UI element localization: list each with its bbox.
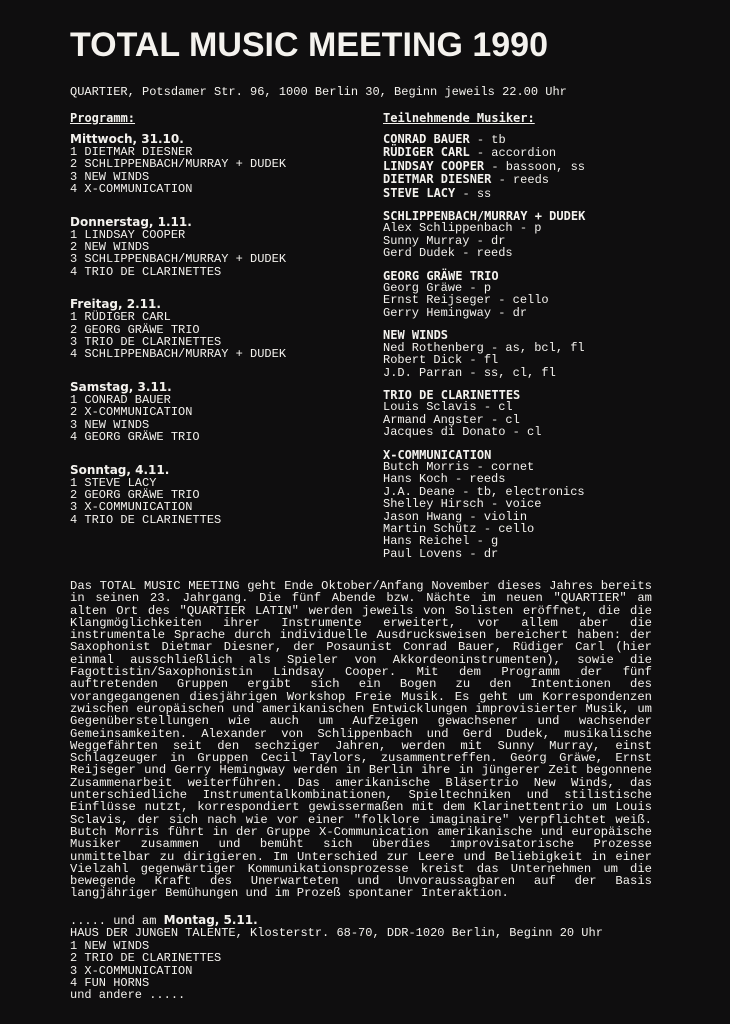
program-heading: Programm: — [70, 111, 136, 125]
program-column — [70, 133, 370, 546]
program-day-date: Donnerstag, 1.11. — [70, 214, 192, 229]
footer-act: 4 FUN HORNS — [70, 976, 150, 991]
program-act: 3 NEW WINDS — [70, 169, 150, 184]
footer-program — [70, 914, 660, 1002]
soloists-list — [383, 133, 683, 200]
group-member: Shelley Hirsch - voice — [383, 497, 542, 512]
group-name: SCHLIPPENBACH/MURRAY + DUDEK — [383, 209, 586, 224]
musicians-heading: Teilnehmende Musiker: — [383, 111, 535, 125]
group-member: Sunny Murray - dr — [383, 233, 506, 248]
description-paragraph: Das TOTAL MUSIC MEETING geht Ende Oktober/Anfang November dieses Jahres bereits in seinen 23. Jahrgang. Die fünf Abende bzw. Nächte im neuen "QUARTIER" am alten Ort des "QUARTIER LATIN" werden jeweils von Solisten eröffnet, die die Klangmöglichkeiten ihrer Instrumente erweitert, vor allem aber die instrumentale Sprache durch individuelle Ausdrucksweisen bereichert haben: der Saxophonist Dietmar Diesner, der Posaunist Conrad Bauer, Rüdiger Carl (hier einmal ausschließlich als Spieler von Akkordeoninstrumenten), sowie die Fagottistin/Saxophonistin Lindsay Cooper. Mit dem Programm der fünf auftretenden Gruppen ergibt sich ein Bogen zu den Intentionen des vorangegangenen diesjährigen Workshop Freie Musik. Es geht um Korrespondenzen zwischen europäischen und amerikanischen Entwicklungen improvisierter Musik, um Gegenüberstellungen wie auch um Aufzeigen gewachsener und wachsender Gemeinsamkeiten. Alexander von Schlippenbach und Gerd Dudek, musikalische Weggefährten seit den sechziger Jahren, werden mit Sunny Murray, einst Schlagzeuger in Gruppen Cecil Taylors, zusammentreffen. Georg Gräwe, Ernst Reijseger und Gerry Hemingway werden in Berlin ihre in jüngerer Zeit begonnene Zusammenarbeit weiterführen. Das amerikanische Bläsertrio New Winds, das unterschiedliche Instrumentalkombinationen, Spieltechniken und stilistische Einflüsse nutzt, korrespondiert gewissermaßen mit dem Klarinettentrio um Louis Sclavis, der sich nach wie vor einer "folklore imaginaire" verpflichtet weiß. Butch Morris führt in der Gruppe X-Communication amerikanische und europäische Musiker zusammen und bemüht sich überdies improvisatorische Prozesse unmittelbar zu dirigieren. Im Unterschied zur Leere und Beliebigkeit in einer Vielzahl gegenwärtiger Kommunikationsprozesse kreist das Unternehmen um die bewegende Kraft des Unerwarteten und Unvoraussagbaren auf der Basis langjähriger Bemühungen und im Prozeß spontaner Interaktion. — [70, 579, 652, 901]
description-text — [70, 580, 652, 900]
group-member: Martin Schütz - cello — [383, 521, 535, 536]
program-day-date: Samstag, 3.11. — [70, 379, 172, 394]
musicians-column — [383, 133, 683, 570]
program-day-date: Freitag, 2.11. — [70, 297, 161, 312]
group-member: Hans Reichel - g — [383, 534, 499, 549]
program-act: 2 X-COMMUNICATION — [70, 405, 193, 420]
soloist-name: LINDSAY COOPER — [383, 158, 485, 173]
footer-acts — [70, 940, 660, 990]
program-act: 4 SCHLIPPENBACH/MURRAY + DUDEK — [70, 347, 287, 362]
program-act: 2 GEORG GRÄWE TRIO — [70, 487, 200, 502]
group-name: NEW WINDS — [383, 328, 449, 343]
footer-closing: und andere ..... — [70, 988, 186, 1003]
soloist-name: CONRAD BAUER — [383, 132, 470, 146]
program-act: 3 TRIO DE CLARINETTES — [70, 335, 222, 350]
group-member: J.A. Deane - tb, electronics — [383, 484, 585, 499]
group-name: GEORG GRÄWE TRIO — [383, 268, 499, 283]
venue-line: QUARTIER, Potsdamer Str. 96, 1000 Berlin 30, Beginn jeweils 22.00 Uhr — [70, 85, 567, 99]
page-title: TOTAL MUSIC MEETING 1990 — [70, 26, 548, 64]
soloist-row — [383, 173, 683, 186]
program-act: 4 TRIO DE CLARINETTES — [70, 264, 222, 279]
group-name: TRIO DE CLARINETTES — [383, 387, 521, 402]
program-act: 2 SCHLIPPENBACH/MURRAY + DUDEK — [70, 157, 287, 172]
program-act: 4 X-COMMUNICATION — [70, 182, 193, 197]
program-act: 1 CONRAD BAUER — [70, 392, 171, 407]
program-day — [70, 216, 370, 279]
soloist-instrument: - bassoon, ss — [484, 159, 585, 174]
soloist-name: RÜDIGER CARL — [383, 145, 470, 160]
program-day-date: Mittwoch, 31.10. — [70, 132, 184, 146]
musician-group — [383, 449, 683, 561]
soloist-instrument: - accordion — [469, 146, 557, 161]
footer-act: 3 X-COMMUNICATION — [70, 963, 193, 978]
program-act: 1 LINDSAY COOPER — [70, 227, 186, 242]
program-act: 3 NEW WINDS — [70, 417, 150, 432]
footer-venue-name: HAUS DER JUNGEN TALENTE — [70, 926, 236, 941]
group-name: X-COMMUNICATION — [383, 447, 492, 462]
group-member: Georg Gräwe - p — [383, 281, 492, 296]
soloist-row — [383, 160, 683, 173]
soloist-name: STEVE LACY — [383, 185, 456, 200]
program-day — [70, 464, 370, 527]
soloist-name: DIETMAR DIESNER — [383, 172, 492, 187]
group-member: Louis Sclavis - cl — [383, 400, 513, 415]
program-day — [70, 133, 370, 196]
group-member: Gerry Hemingway - dr — [383, 305, 528, 320]
footer-date: Montag, 5.11. — [163, 913, 258, 927]
footer-intro: ..... und am — [70, 914, 164, 928]
program-day-date: Sonntag, 4.11. — [70, 462, 170, 477]
group-member: Gerd Dudek - reeds — [383, 246, 513, 261]
program-act: 4 GEORG GRÄWE TRIO — [70, 430, 200, 445]
musician-group — [383, 329, 683, 379]
musician-group — [383, 270, 683, 320]
program-act: 4 TRIO DE CLARINETTES — [70, 512, 222, 527]
footer-act: 1 NEW WINDS — [70, 938, 150, 953]
footer-act: 2 TRIO DE CLARINETTES — [70, 951, 222, 966]
program-act: 3 SCHLIPPENBACH/MURRAY + DUDEK — [70, 252, 287, 267]
soloist-instrument: - ss — [455, 186, 492, 201]
soloist-row — [383, 187, 683, 200]
footer-venue-rest: , Klosterstr. 68-70, DDR-1020 Berlin, Beginn 20 Uhr — [235, 926, 603, 941]
soloist-instrument: - tb — [469, 133, 506, 147]
program-act: 1 DIETMAR DIESNER — [70, 145, 193, 159]
footer-date-line — [70, 914, 660, 927]
soloist-instrument: - reeds — [491, 173, 549, 188]
group-member: Armand Angster - cl — [383, 412, 520, 427]
program-act: 1 STEVE LACY — [70, 475, 157, 490]
program-act: 2 NEW WINDS — [70, 240, 150, 255]
group-member: Butch Morris - cornet — [383, 459, 535, 474]
group-member: Ernst Reijseger - cello — [383, 293, 549, 308]
group-member: Robert Dick - fl — [383, 353, 499, 368]
group-member: Alex Schlippenbach - p — [383, 221, 542, 236]
group-member: J.D. Parran - ss, cl, fl — [383, 365, 556, 380]
group-member: Jacques di Donato - cl — [383, 425, 542, 440]
group-member: Hans Koch - reeds — [383, 472, 506, 487]
musician-group — [383, 389, 683, 439]
program-day — [70, 381, 370, 444]
program-act: 1 RÜDIGER CARL — [70, 310, 171, 325]
group-member: Jason Hwang - violin — [383, 509, 528, 524]
program-act: 3 X-COMMUNICATION — [70, 500, 193, 515]
program-act: 2 GEORG GRÄWE TRIO — [70, 322, 200, 337]
program-day — [70, 298, 370, 361]
group-member: Paul Lovens - dr — [383, 546, 499, 561]
musician-group — [383, 210, 683, 260]
soloist-row — [383, 146, 683, 159]
group-member: Ned Rothenberg - as, bcl, fl — [383, 340, 585, 355]
footer-venue-line — [70, 927, 660, 939]
